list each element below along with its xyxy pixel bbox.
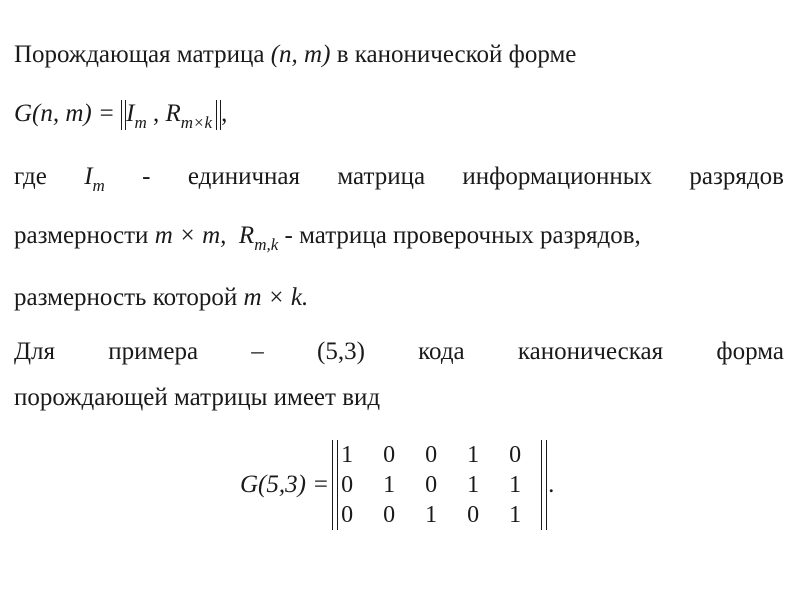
word: форма	[716, 338, 784, 365]
matrix-cell: 0	[425, 472, 438, 498]
definition-line-1	[14, 162, 784, 194]
word: (5,3)	[317, 338, 365, 365]
word: информационных	[462, 163, 653, 190]
definition-line-2	[14, 221, 641, 253]
word: где	[14, 163, 47, 190]
line4-after: - матрица проверочных разрядов,	[278, 222, 641, 249]
formula-tail: ,	[221, 100, 228, 127]
line5-math: m × k.	[243, 284, 309, 311]
definition-line-3	[14, 283, 308, 313]
matrix-cell: 1	[509, 472, 522, 498]
matrix-cell: 0	[467, 502, 480, 528]
matrix-cell: 1	[341, 442, 354, 468]
matrix-cell: 0	[341, 502, 354, 528]
word: разрядов	[689, 163, 784, 190]
example-line-1	[14, 337, 784, 367]
matrix-tail: .	[548, 471, 555, 498]
matrix-cell: 1	[425, 502, 438, 528]
line4-r-sub: m,k	[254, 235, 279, 254]
word: каноническая	[517, 338, 664, 365]
formula-identity-sub: m	[134, 113, 147, 132]
identity-symbol: $I_m$	[84, 163, 105, 195]
matrix-cell: 0	[383, 502, 396, 528]
example-line-2	[14, 383, 380, 413]
word: Для	[14, 338, 56, 365]
formula-comma: ,	[146, 100, 166, 127]
matrix-cell: 0	[383, 442, 396, 468]
matrix-cell: 0	[509, 442, 522, 468]
formula-lhs: G(n, m) =	[14, 100, 122, 127]
matrix-cell: 1	[467, 442, 480, 468]
line7-text: порождающей матрицы имеет вид	[14, 384, 381, 411]
matrix-grid	[339, 440, 551, 530]
generator-formula	[14, 99, 227, 131]
heading-text-after: в канонической форме	[330, 41, 577, 68]
heading-text-before: Порождающая матрица	[14, 41, 271, 68]
word: примера	[108, 338, 199, 365]
formula-check-sub: m×k	[180, 113, 213, 132]
heading-math: (n, m)	[270, 41, 331, 68]
right-norm-bar	[216, 100, 221, 130]
line5-before: размерность которой	[14, 284, 244, 311]
line4-mxm: m × m,	[154, 222, 227, 249]
line4-r: R	[238, 222, 255, 249]
matrix-label: G(5,3) =	[240, 471, 330, 498]
heading-line	[14, 40, 576, 70]
word: -	[142, 163, 151, 190]
matrix-cell: 0	[341, 472, 354, 498]
matrix-cell: 1	[467, 472, 480, 498]
line4-before: размерности	[14, 222, 155, 249]
matrix-right-bar	[541, 440, 547, 530]
formula-check: R	[165, 100, 181, 127]
matrix-left-bar	[332, 440, 338, 530]
matrix-cell: 1	[509, 502, 522, 528]
word: единичная	[187, 163, 301, 190]
word: кода	[418, 338, 465, 365]
matrix-cell: 0	[425, 442, 438, 468]
word: матрица	[337, 163, 426, 190]
word: –	[251, 338, 264, 365]
left-norm-bar	[121, 100, 126, 130]
identity-symbol-sub: m	[92, 176, 105, 195]
formula-identity: I	[126, 100, 135, 127]
matrix-equation	[240, 440, 554, 530]
matrix-cell: 1	[383, 472, 396, 498]
